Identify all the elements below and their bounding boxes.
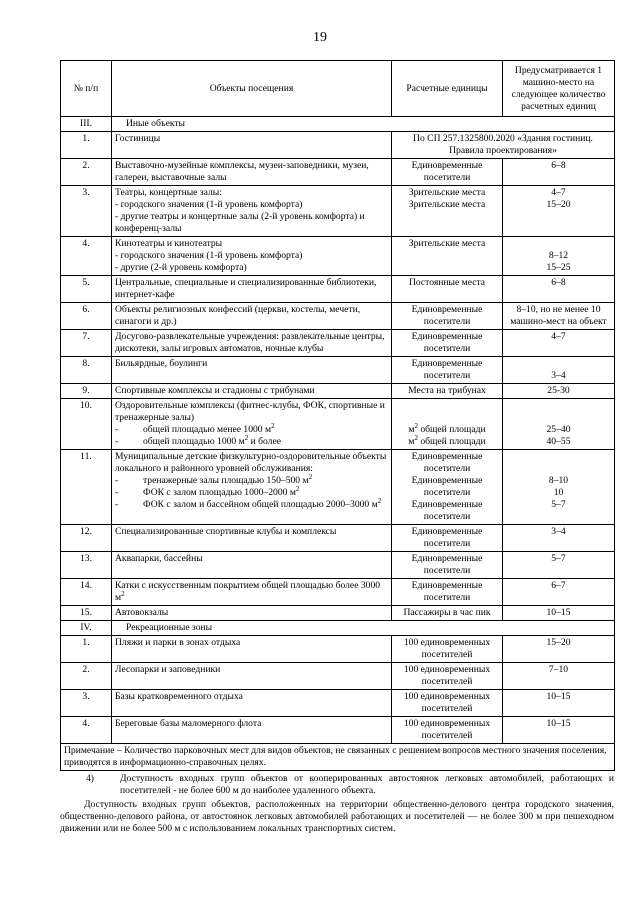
row-num: 4. <box>61 237 112 276</box>
row-norm: 7–10 <box>503 663 615 690</box>
row-norm-line: 4–7 <box>551 187 566 198</box>
table-row <box>61 717 615 744</box>
header-object: Объекты посещения <box>112 61 392 117</box>
table-row <box>61 636 615 663</box>
superscript: 2 <box>244 433 249 442</box>
row-object-title: Кинотеатры и кинотеатры <box>115 238 223 249</box>
row-norm: 15–20 <box>503 636 615 663</box>
row-object <box>112 399 392 450</box>
row-unit: Места на трибунах <box>392 384 503 399</box>
row-unit: 100 единовременных посетителей <box>392 636 503 663</box>
row-num: 3. <box>61 690 112 717</box>
row-object: Пляжи и парки в зонах отдыха <box>112 636 392 663</box>
row-num: 8. <box>61 357 112 384</box>
page-number: 19 <box>313 30 327 45</box>
row-norm <box>503 237 615 276</box>
row-num: 11. <box>61 450 112 525</box>
row-object-sub: общей площадью менее 1000 м <box>143 424 272 435</box>
row-unit: 100 единовременных посетителей <box>392 663 503 690</box>
paragraph-text: Доступность входных групп объектов от кооперированных автостоянок легковых автомобилей, работающих и посетителей - не более 600 м до наиболее удаленного объекта. <box>120 773 614 796</box>
row-num: 5. <box>61 276 112 303</box>
superscript: 2 <box>121 589 125 598</box>
row-num: 2. <box>61 663 112 690</box>
row-object-sub: ФОК с залом и бассейном общей площадью 2000–3000 м <box>143 499 378 510</box>
row-object-title: Оздоровительные комплексы (фитнес-клубы, ФОК, спортивные и тренажерные залы) <box>115 400 385 423</box>
row-norm: 25-30 <box>503 384 615 399</box>
table-row <box>61 276 615 303</box>
row-unit-line: Зрительские места <box>408 199 486 210</box>
row-object <box>112 186 392 237</box>
header-unit: Расчетные единицы <box>392 61 503 117</box>
table-row <box>61 450 615 525</box>
row-norm-line: 8–12 <box>548 250 569 261</box>
row-norm-line: 5–7 <box>551 499 566 510</box>
row-unit-line: $м^2$ общей площади <box>408 421 486 435</box>
table-row <box>61 330 615 357</box>
row-object-sub: - другие театры и концертные залы (2-й уровень комфорта) и конференц-залы <box>115 211 365 234</box>
row-object: Гостиницы <box>112 132 392 159</box>
row-norm <box>503 450 615 525</box>
row-norm-line: 25–40 <box>546 424 571 435</box>
section-num: IV. <box>61 621 112 636</box>
section-row <box>61 117 615 132</box>
superscript: 2 <box>308 472 313 481</box>
row-num: 14. <box>61 579 112 606</box>
row-unit: Единовременные посетители <box>392 330 503 357</box>
row-object: Аквапарки, бассейны <box>112 552 392 579</box>
row-norm <box>503 399 615 450</box>
row-object: Береговые базы маломерного флота <box>112 717 392 744</box>
superscript: 2 <box>271 421 275 430</box>
superscript: 2 <box>377 496 382 505</box>
row-num: 10. <box>61 399 112 450</box>
row-norm: 6–8 <box>503 276 615 303</box>
row-object-sub: общей площадью 1000 м <box>143 436 245 447</box>
row-unit-line: Единовременные посетители <box>411 499 483 522</box>
row-object: Выставочно-музейные комплексы, музеи-заповедники, музеи, галереи, выставочные залы <box>112 159 392 186</box>
table-row <box>61 690 615 717</box>
row-norm <box>503 186 615 237</box>
row-unit <box>392 186 503 237</box>
row-norm-line: 8–10 <box>548 475 569 486</box>
row-unit: Постоянные места <box>392 276 503 303</box>
row-object: Досугово-развлекательные учреждения: развлекательные центры, дискотеки, залы игровых автоматов, ночные клубы <box>112 330 392 357</box>
row-unit: Единовременные посетители <box>392 525 503 552</box>
row-unit: 100 единовременных посетителей <box>392 690 503 717</box>
row-norm: 8–10, но не менее 10 машино-мест на объект <box>503 303 615 330</box>
superscript: 2 <box>295 484 300 493</box>
row-object: Лесопарки и заповедники <box>112 663 392 690</box>
row-norm-line: 40–55 <box>546 436 571 447</box>
row-object-text: Катки с искусственным покрытием общей площадью более 3000 м <box>115 580 381 603</box>
row-unit-line: Единовременные посетители <box>411 475 483 498</box>
row-num: 1. <box>61 132 112 159</box>
row-num: 4. <box>61 717 112 744</box>
row-norm: 10–15 <box>503 690 615 717</box>
table-row <box>61 237 615 276</box>
row-unit: Единовременные посетители <box>392 303 503 330</box>
document-body <box>60 60 614 835</box>
row-object-sub-tail: и более <box>248 436 281 447</box>
paragraph-4 <box>60 773 614 797</box>
row-num: 9. <box>61 384 112 399</box>
paragraph-5: Доступность входных групп объектов, расположенных на территории общественно-делового центра городского значения, общественно-делового района, от автостоянок легковых автомобилей работающих и посетителей — не более 300 м при пешеходном движении или не более 500 м с использованием локальных транспортных систем. <box>60 799 614 834</box>
dash-marker: - <box>115 475 119 486</box>
section-row <box>61 621 615 636</box>
row-object-sub: тренажерные залы площадью 150–500 м <box>143 475 309 486</box>
row-unit-line: Единовременные посетители <box>411 451 483 474</box>
row-object: Автовокзалы <box>112 606 392 621</box>
row-object: Объекты религиозных конфессий (церкви, костелы, мечети, синагоги и др.) <box>112 303 392 330</box>
row-norm-line: 10 <box>553 487 564 498</box>
row-object-sub: - городского значения (1-й уровень комфорта) <box>115 199 303 210</box>
row-num: 7. <box>61 330 112 357</box>
row-norm: 3–4 <box>503 525 615 552</box>
row-norm-line: 15–25 <box>546 262 571 273</box>
table-row <box>61 525 615 552</box>
section-num: III. <box>61 117 112 132</box>
row-unit: Единовременные посетители <box>392 552 503 579</box>
row-unit: Единовременные посетители <box>392 357 503 384</box>
row-object: Специализированные спортивные клубы и комплексы <box>112 525 392 552</box>
row-num: 13. <box>61 552 112 579</box>
row-num: 2. <box>61 159 112 186</box>
table-row <box>61 384 615 399</box>
row-object: Спортивные комплексы и стадионы с трибунами <box>112 384 392 399</box>
table-row <box>61 132 615 159</box>
paragraph-number: 4) <box>86 773 94 784</box>
row-object-sub: - другие (2-й уровень комфорта) <box>115 262 247 273</box>
table-row <box>61 186 615 237</box>
table-row <box>61 159 615 186</box>
table-row <box>61 303 615 330</box>
row-unit: 100 единовременных посетителей <box>392 717 503 744</box>
table-note: Примечание – Количество парковочных мест для видов объектов, не связанных с решением вопросов местного значения поселения, приводятся в информационно-справочных целях. <box>61 744 615 771</box>
row-norm: 6–8 <box>503 159 615 186</box>
row-unit: Зрительские места <box>392 237 503 276</box>
table-row <box>61 579 615 606</box>
row-object <box>112 579 392 606</box>
row-unit: Единовременные посетители <box>392 579 503 606</box>
table-row <box>61 606 615 621</box>
row-unit: Пассажиры в час пик <box>392 606 503 621</box>
row-num: 3. <box>61 186 112 237</box>
row-unit <box>392 399 503 450</box>
row-object-sub: - городского значения (1-й уровень комфорта) <box>115 250 303 261</box>
note-row <box>61 744 615 771</box>
row-norm <box>503 357 615 384</box>
row-norm: 6–7 <box>503 579 615 606</box>
row-norm: 5–7 <box>503 552 615 579</box>
section-title: Иные объекты <box>112 117 615 132</box>
row-object: Базы кратковременного отдыха <box>112 690 392 717</box>
row-object-title: Театры, концертные залы: <box>115 187 222 198</box>
row-norm-line: 3–4 <box>551 370 566 381</box>
dash-marker: - <box>115 499 119 510</box>
table-row <box>61 663 615 690</box>
row-object <box>112 237 392 276</box>
row-unit <box>392 450 503 525</box>
row-num: 15. <box>61 606 112 621</box>
row-object-title: Муниципальные детские физкультурно-оздоровительные объекты локального и районного уровней обслуживания: <box>115 451 387 474</box>
row-unit-line: $м^2$ общей площади <box>408 433 486 447</box>
table-header-row <box>61 61 615 117</box>
row-num: 1. <box>61 636 112 663</box>
row-norm-line: 15–20 <box>546 199 571 210</box>
row-object <box>112 450 392 525</box>
row-norm: 4–7 <box>503 330 615 357</box>
row-num: 12. <box>61 525 112 552</box>
dash-marker: - <box>115 487 119 498</box>
row-num: 6. <box>61 303 112 330</box>
row-unit-line: Зрительские места <box>408 187 486 198</box>
row-norm: 10–15 <box>503 717 615 744</box>
table-row <box>61 357 615 384</box>
row-object-sub: ФОК с залом площадью 1000–2000 м <box>143 487 296 498</box>
parking-norms-table <box>60 60 615 771</box>
section-title: Рекреационные зоны <box>112 621 615 636</box>
row-unit: По СП 257.1325800.2020 «Здания гостиниц. Правила проектирования» <box>392 132 615 159</box>
dash-marker: - <box>115 436 119 447</box>
row-unit: Единовременные посетители <box>392 159 503 186</box>
row-object: Бильярдные, боулинги <box>112 357 392 384</box>
header-norm: Предусматривается 1 машино-место на следующее количество расчетных единиц <box>503 61 615 117</box>
row-object: Центральные, специальные и специализированные библиотеки, интернет-кафе <box>112 276 392 303</box>
row-norm: 10–15 <box>503 606 615 621</box>
table-row <box>61 552 615 579</box>
header-num: № п/п <box>61 61 112 117</box>
table-row <box>61 399 615 450</box>
dash-marker: - <box>115 424 119 435</box>
